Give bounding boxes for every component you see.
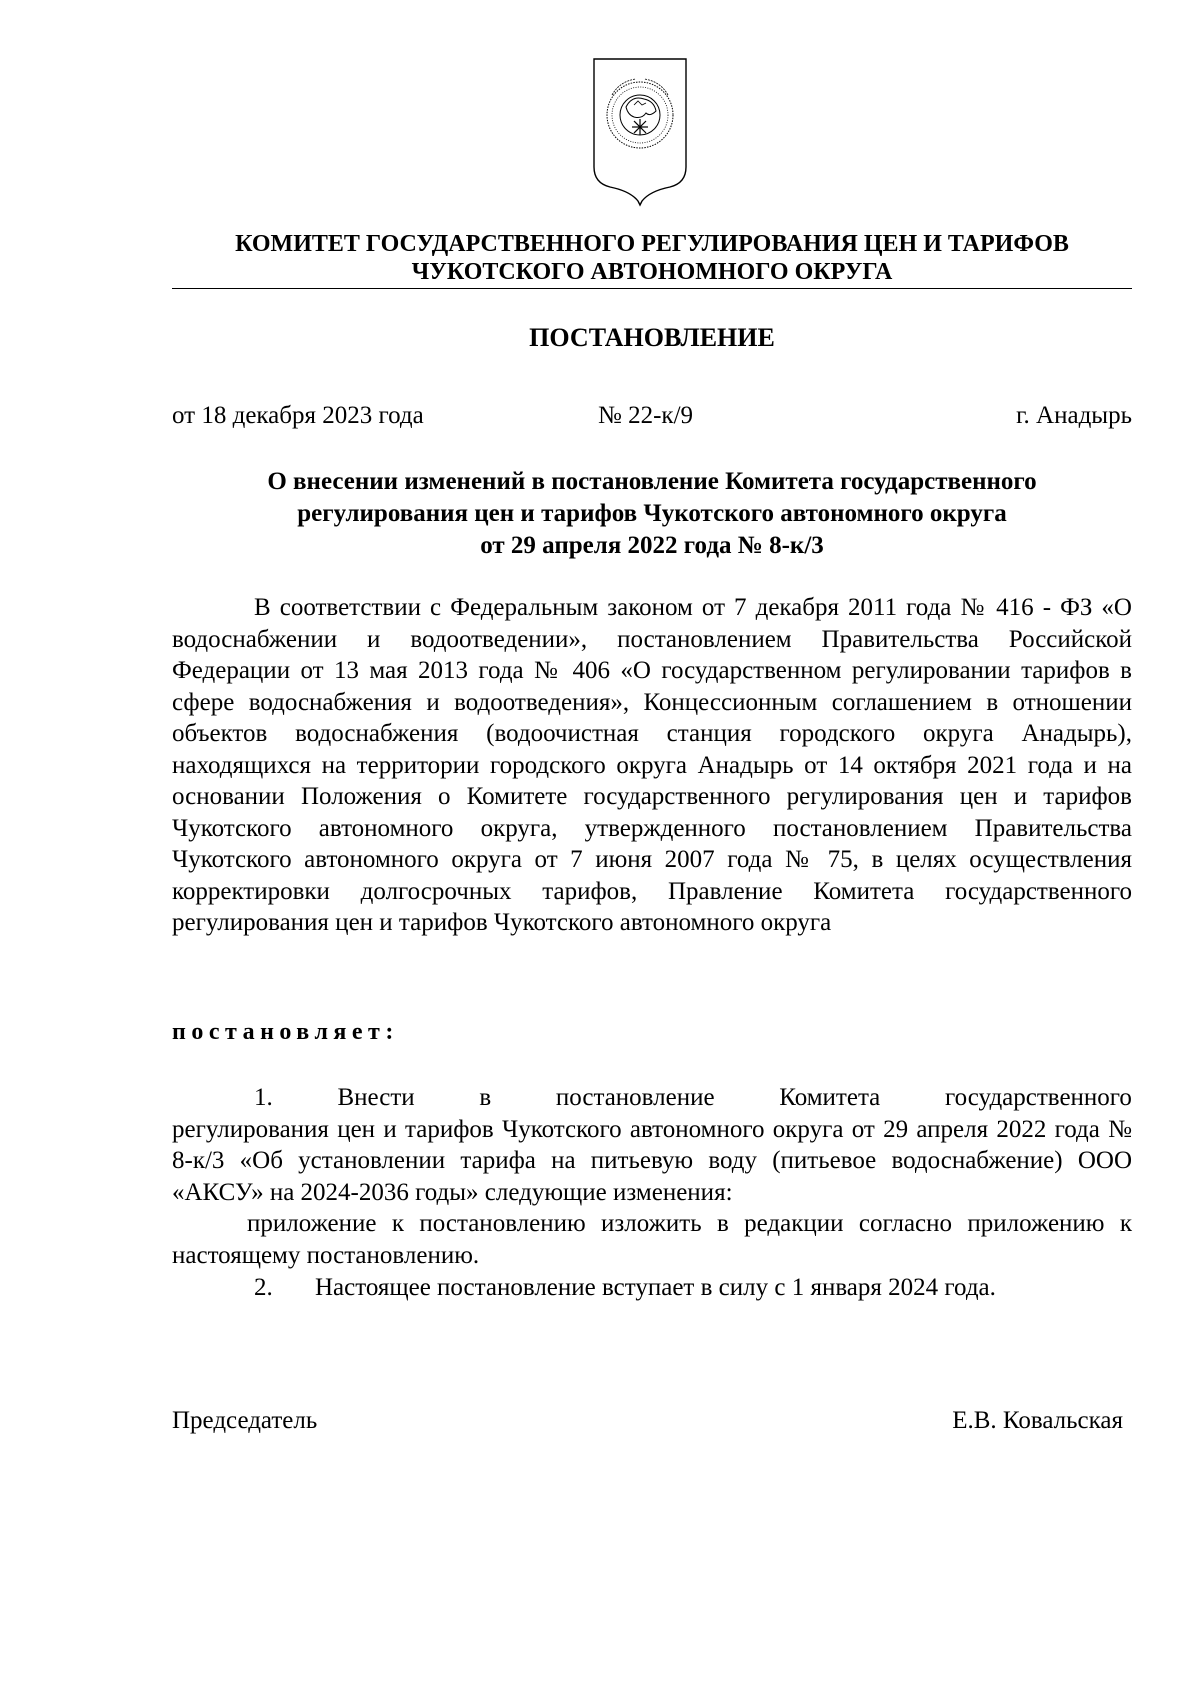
item-2-number: 2. [254, 1274, 273, 1301]
item-1-text: регулирования цен и тарифов Чукотского автономного округа от 29 апреля 2022 года № 8-к/3 «Об установлении тарифа на питьевую воду (питьевое водоснабжение) ООО «АКСУ» на 2024-2036 годы» следующие изменения: [172, 1115, 1132, 1206]
title-line3: от 29 апреля 2022 года № 8-к/3 [480, 532, 824, 559]
document-number: № 22-к/9 [598, 402, 694, 429]
document-type: ПОСТАНОВЛЕНИЕ [529, 323, 775, 352]
document-city: г. Анадырь [1016, 402, 1132, 429]
committee-name-line2: ЧУКОТСКОГО АВТОНОМНОГО ОКРУГА [411, 259, 893, 285]
committee-name-line1: КОМИТЕТ ГОСУДАРСТВЕННОГО РЕГУЛИРОВАНИЯ ЦЕН И ТАРИФОВ [235, 231, 1069, 257]
item-1-word: Внести [337, 1084, 415, 1111]
coat-of-arms-icon [590, 55, 690, 207]
item-1 [172, 1082, 1132, 1271]
item-1-subparagraph: приложение к постановлению изложить в редакции согласно приложению к настоящему постановлению. [172, 1210, 1132, 1269]
item-1-word: государственного [945, 1084, 1132, 1111]
signer-position: Председатель [172, 1407, 318, 1434]
title-line2: регулирования цен и тарифов Чукотского автономного округа [297, 500, 1007, 527]
preamble-paragraph: В соответствии с Федеральным законом от 7 декабря 2011 года № 416 - ФЗ «О водоснабжении и водоотведении», постановлением Правительства Российской Федерации от 13 мая 2013 года № 406 «О государственном регулировании тарифов в сфере водоснабжения и водоотведения», Концессионным соглашением в отношении объектов водоснабжения (водоочистная станция городского округа Анадырь), находящихся на территории городского округа Анадырь от 14 октября 2021 года и на основании Положения о Комитете государственного регулирования цен и тарифов Чукотского автономного округа, утвержденного постановлением Правительства Чукотского автономного округа от 7 июня 2007 года № 75, в целях осуществления корректировки долгосрочных тарифов, Правление Комитета государственного регулирования цен и тарифов Чукотского автономного округа [172, 594, 1132, 936]
item-1-first-line [172, 1082, 1132, 1114]
header-divider [172, 288, 1132, 289]
item-1-number: 1. [254, 1084, 273, 1111]
item-1-word: постановление [555, 1084, 715, 1111]
item-1-word: в [479, 1084, 492, 1111]
document-date: от 18 декабря 2023 года [172, 402, 424, 429]
item-2-text: Настоящее постановление вступает в силу с 1 января 2024 года. [315, 1274, 996, 1301]
resolution-keyword: постановляет: [172, 1019, 399, 1045]
signer-name: Е.В. Ковальская [952, 1407, 1123, 1434]
item-1-word: Комитета [779, 1084, 881, 1111]
document-title [172, 466, 1132, 562]
title-line1: О внесении изменений в постановление Комитета государственного [267, 468, 1037, 495]
